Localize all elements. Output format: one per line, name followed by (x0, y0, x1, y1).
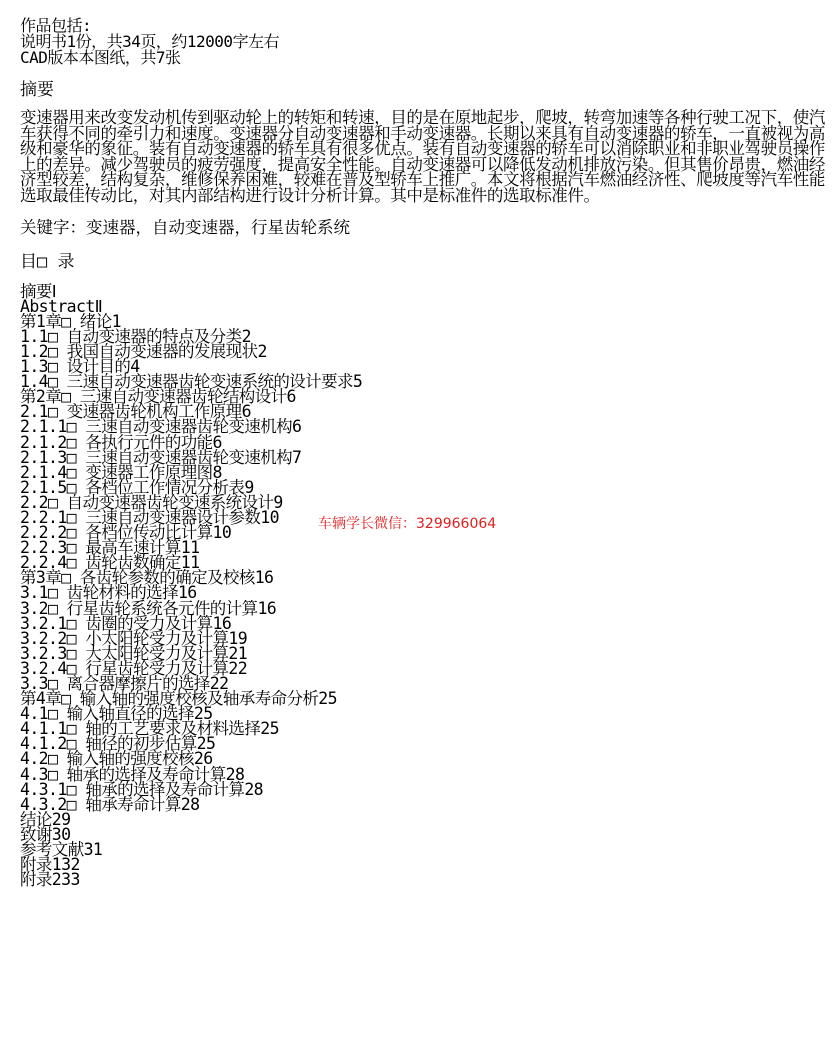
toc-entry[interactable]: 致谢30 (20, 824, 71, 844)
toc-entry[interactable]: 2.2.2□ 各档位传动比计算10 (20, 523, 232, 543)
toc-entry[interactable]: 3.1□ 齿轮材料的选择16 (20, 583, 197, 603)
toc-entry[interactable]: 2.2.1□ 三速自动变速器设计参数10 (20, 507, 279, 527)
toc-entry[interactable]: 4.1.1□ 轴的工艺要求及材料选择25 (20, 719, 279, 739)
toc-entry[interactable]: 1.2□ 我国自动变速器的发展现状2 (20, 341, 267, 361)
toc-entry[interactable]: 2.1□ 变速器齿轮机构工作原理6 (20, 402, 251, 422)
toc-entry[interactable]: 参考文献31 (20, 840, 103, 860)
header-line: CAD版本本图纸，共7张 (20, 48, 181, 67)
toc-entry[interactable]: 第3章□ 各齿轮参数的确定及校核16 (20, 568, 274, 588)
toc-entry[interactable]: 第2章□ 三速自动变速器齿轮结构设计6 (20, 387, 296, 407)
toc-entry[interactable]: 附录233 (20, 870, 80, 890)
toc-entry[interactable]: 第4章□ 输入轴的强度校核及轴承寿命分析25 (20, 689, 337, 709)
toc-entry[interactable]: 结论29 (20, 809, 71, 829)
toc-entry[interactable]: 2.2□ 自动变速器齿轮变速系统设计9 (20, 492, 283, 512)
toc-entry[interactable]: 1.4□ 三速自动变速器齿轮变速系统的设计要求5 (20, 372, 363, 392)
header-line: 说明书1份，共34页，约12000字左右 (20, 32, 280, 51)
toc-entry[interactable]: 附录132 (20, 855, 80, 875)
watermark-text: 车辆学长微信：329966064 (318, 516, 497, 532)
toc-entry[interactable]: 4.3□ 轴承的选择及寿命计算28 (20, 764, 245, 784)
toc-entry[interactable]: 1.3□ 设计目的4 (20, 357, 140, 377)
keywords-line: 关键字：变速器，自动变速器，行星齿轮系统 (20, 217, 350, 237)
toc-entry[interactable]: 4.3.1□ 轴承的选择及寿命计算28 (20, 779, 264, 799)
table-of-contents (20, 281, 825, 890)
toc-entry[interactable]: 4.2□ 输入轴的强度校核26 (20, 749, 213, 769)
toc-entry[interactable]: 2.1.3□ 三速自动变速器齿轮变速机构7 (20, 447, 302, 467)
toc-entry[interactable]: 4.3.2□ 轴承寿命计算28 (20, 794, 200, 814)
abstract-title: 摘要 (20, 80, 54, 100)
toc-entry[interactable]: 2.1.4□ 变速器工作原理图8 (20, 462, 222, 482)
toc-entry[interactable]: 3.3□ 离合器摩擦片的选择22 (20, 674, 229, 693)
header-line: 作品包括: (20, 16, 92, 35)
toc-title: 目□ 录 (20, 251, 75, 272)
toc-entry[interactable]: 1.1□ 自动变速器的特点及分类2 (20, 326, 251, 346)
toc-entry[interactable]: 3.2.4□ 行星齿轮受力及计算22 (20, 658, 248, 678)
toc-entry[interactable]: 摘要Ⅰ (20, 281, 57, 301)
toc-entry[interactable]: 3.2.2□ 小太阳轮受力及计算19 (20, 628, 248, 648)
toc-entry[interactable]: 2.2.4□ 齿轮齿数确定11 (20, 553, 200, 573)
toc-entry[interactable]: 4.1□ 输入轴直径的选择25 (20, 704, 213, 724)
document-page (20, 16, 826, 890)
toc-entry[interactable]: 2.1.5□ 各档位工作情况分析表9 (20, 477, 254, 497)
header-block (20, 18, 825, 66)
toc-entry[interactable]: 4.1.2□ 轴径的初步估算25 (20, 734, 216, 754)
abstract-paragraph: 变速器用来改变发动机传到驱动轮上的转矩和转速，目的是在原地起步，爬坡，转弯加速等各种行驶工况下，使汽车获得不同的牵引力和速度。变速器分自动变速器和手动变速器。长期以来具有自动变速器的轿车，一直被视为高级和豪华的象征。装有自动变速器的轿车具有很多优点。装有自动变速器的轿车可以消除职业和非职业驾驶员操作上的差异。减少驾驶员的疲劳强度，提高安全性能。自动变速器可以降低发动机排放污染。但其售价昂贵，燃油经济型较差，结构复杂，维修保养困难，较难在普及型轿车上推广。本文将根据汽车燃油经济性、爬坡度等汽车性能选取最佳传动比，对其内部结构进行设计分析计算。其中是标准件的选取标准件。 (20, 108, 826, 205)
toc-entry[interactable]: AbstractⅡ (20, 296, 103, 316)
toc-entry[interactable]: 第1章□ 绪论1 (20, 311, 121, 331)
toc-entry[interactable]: 3.2.1□ 齿圈的受力及计算16 (20, 613, 232, 633)
toc-entry[interactable]: 2.1.2□ 各执行元件的功能6 (20, 432, 222, 452)
toc-entry[interactable]: 2.1.1□ 三速自动变速器齿轮变速机构6 (20, 417, 302, 437)
toc-entry[interactable]: 2.2.3□ 最高车速计算11 (20, 538, 200, 558)
toc-entry[interactable]: 3.2.3□ 大太阳轮受力及计算21 (20, 643, 248, 663)
toc-entry[interactable]: 3.2□ 行星齿轮系统各元件的计算16 (20, 598, 277, 618)
